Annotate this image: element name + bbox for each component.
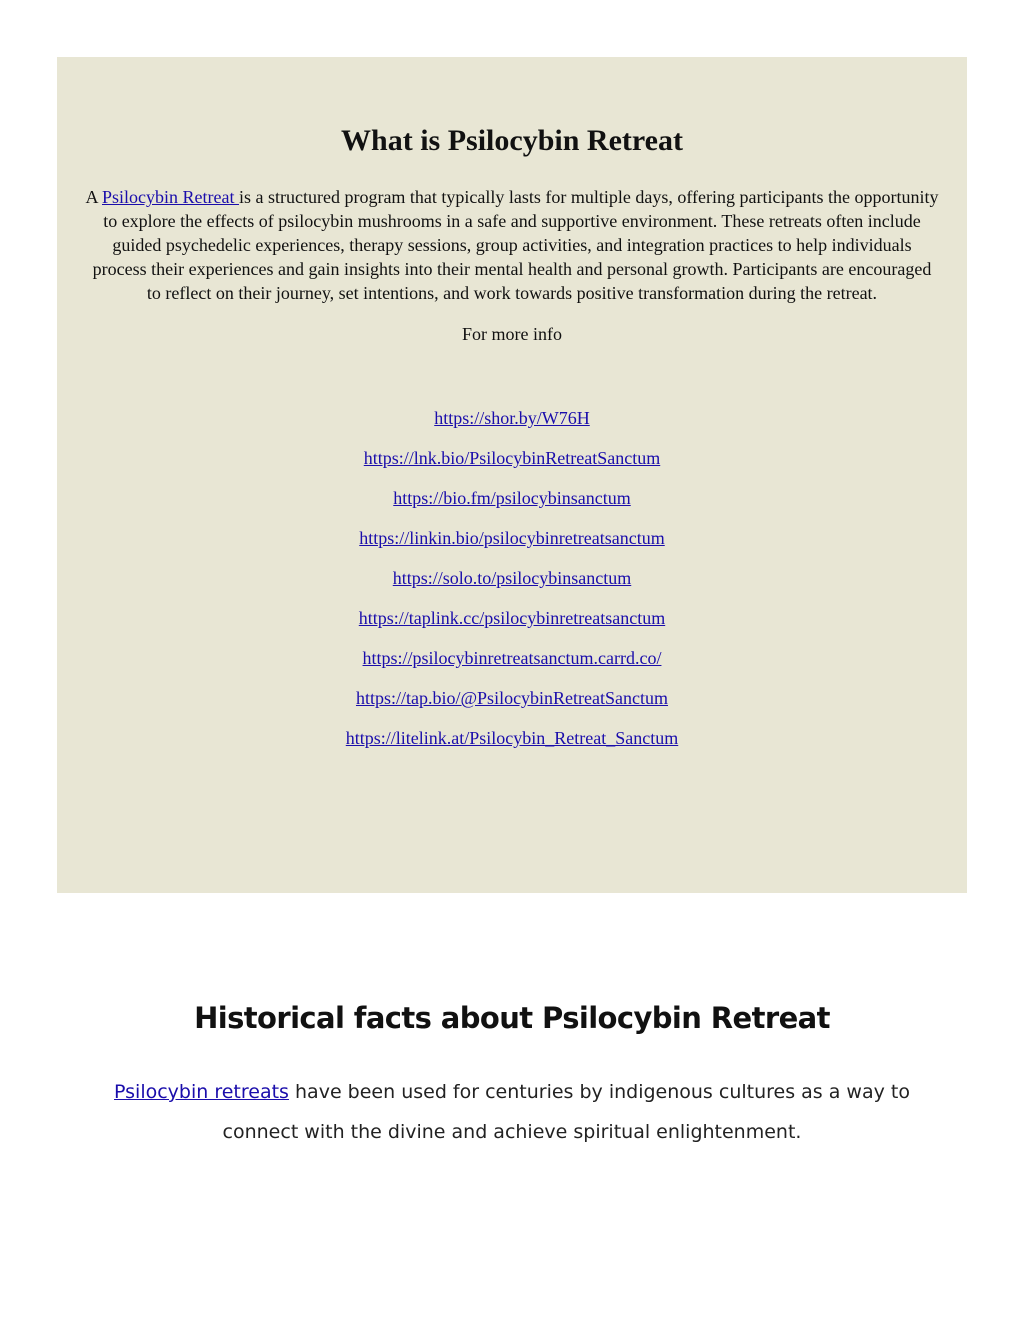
list-item [85, 646, 939, 686]
link-taplink[interactable]: https://taplink.cc/psilocybinretreatsanctum [358, 608, 666, 628]
list-item [85, 406, 939, 446]
intro-prefix: A [85, 187, 102, 207]
historical-facts-paragraph [80, 1072, 944, 1152]
page-title: What is Psilocybin Retreat [341, 124, 683, 157]
intro-text: is a structured program that typically lasts for multiple days, offering participants the opportunity to explore the effects of psilocybin mushrooms in a safe and supportive environment. These retreats often include guided psychedelic experiences, therapy sessions, group activities, and integration practices to help individuals process their experiences and gain insights into their mental health and personal growth. Participants are encouraged to reflect on their journey, set intentions, and work towards positive transformation during the retreat. [92, 187, 939, 303]
links-list [85, 406, 939, 766]
link-linkin-bio[interactable]: https://linkin.bio/psilocybinretreatsanctum [359, 528, 665, 548]
psilocybin-retreats-link[interactable]: Psilocybin retreats [114, 1081, 289, 1103]
link-tap-bio[interactable]: https://tap.bio/@PsilocybinRetreatSanctum [355, 688, 669, 708]
link-litelink[interactable]: https://litelink.at/Psilocybin_Retreat_Sanctum [345, 728, 679, 748]
more-info-label: For more info [462, 324, 562, 344]
link-bio-fm[interactable]: https://bio.fm/psilocybinsanctum [393, 488, 631, 508]
historical-facts-heading: Historical facts about Psilocybin Retreat [194, 1001, 830, 1035]
list-item [85, 486, 939, 526]
list-item [85, 566, 939, 606]
list-item [85, 606, 939, 646]
link-carrd[interactable]: https://psilocybinretreatsanctum.carrd.co/ [362, 648, 662, 668]
list-item [85, 526, 939, 566]
link-solo-to[interactable]: https://solo.to/psilocybinsanctum [392, 568, 632, 588]
intro-paragraph [85, 185, 939, 305]
list-item [85, 686, 939, 726]
historical-facts-text: have been used for centuries by indigenous cultures as a way to connect with the divine and achieve spiritual enlightenment. [222, 1081, 910, 1143]
list-item [85, 726, 939, 766]
link-lnk-bio[interactable]: https://lnk.bio/PsilocybinRetreatSanctum [363, 448, 661, 468]
link-shor-by[interactable]: https://shor.by/W76H [434, 408, 590, 428]
psilocybin-retreat-link[interactable]: Psilocybin Retreat [102, 187, 239, 207]
list-item [85, 446, 939, 486]
intro-panel [57, 57, 967, 893]
